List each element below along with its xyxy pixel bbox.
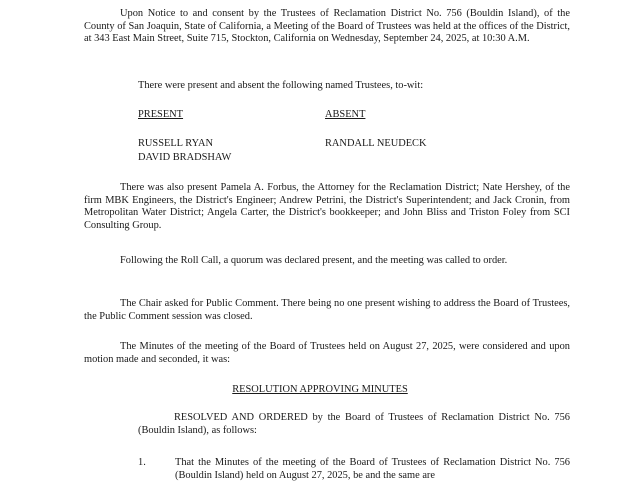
- absent-heading: ABSENT: [325, 109, 366, 120]
- resolution-title: RESOLUTION APPROVING MINUTES: [232, 384, 408, 395]
- also-present-paragraph: There was also present Pamela A. Forbus, the Attorney for the Reclamation District; Nate Hershey, of the firm MBK Engineers, the District's Engineer; Andrew Petrini, the District's Superintendent; and Jack Cronin, from Metropolitan Water District; Angela Carter, the District's bookkeeper; and John Bliss and Triston Foley from SCI Consulting Group.: [84, 182, 570, 231]
- resolved-paragraph: [138, 412, 570, 437]
- item-number: 1.: [138, 457, 146, 468]
- intro-paragraph: Upon Notice to and consent by the Trustees of Reclamation District No. 756 (Bouldin Island), of the County of San Joaquin, State of California, a Meeting of the Board of Trustees was held at the offices of the District, at 343 East Main Street, Suite 715, Stockton, California on Wednesday, September 24, 2025, at 10:30 A.M.: [84, 8, 570, 44]
- present-trustee: DAVID BRADSHAW: [138, 152, 232, 163]
- item-text: That the Minutes of the meeting of the Board of Trustees of Reclamation District No. 756 (Bouldin Island) held on August 27, 2025, be and the same are: [175, 457, 570, 481]
- public-comment-paragraph: The Chair asked for Public Comment. There being no one present wishing to address the Board of Trustees, the Public Comment session was closed.: [84, 298, 570, 322]
- absent-trustee: RANDALL NEUDECK: [325, 138, 427, 149]
- present-trustee: RUSSELL RYAN: [138, 138, 213, 149]
- attendance-intro: There were present and absent the following named Trustees, to-wit:: [138, 80, 424, 91]
- roll-call-paragraph: Following the Roll Call, a quorum was declared present, and the meeting was called to order.: [120, 255, 508, 266]
- minutes-paragraph: The Minutes of the meeting of the Board of Trustees held on August 27, 2025, were considered and upon motion made and seconded, it was:: [84, 341, 570, 365]
- present-heading: PRESENT: [138, 109, 184, 120]
- resolved-text: RESOLVED AND ORDERED by the Board of Trustees of Reclamation District No. 756 (Bouldin Island), as follows:: [138, 412, 570, 436]
